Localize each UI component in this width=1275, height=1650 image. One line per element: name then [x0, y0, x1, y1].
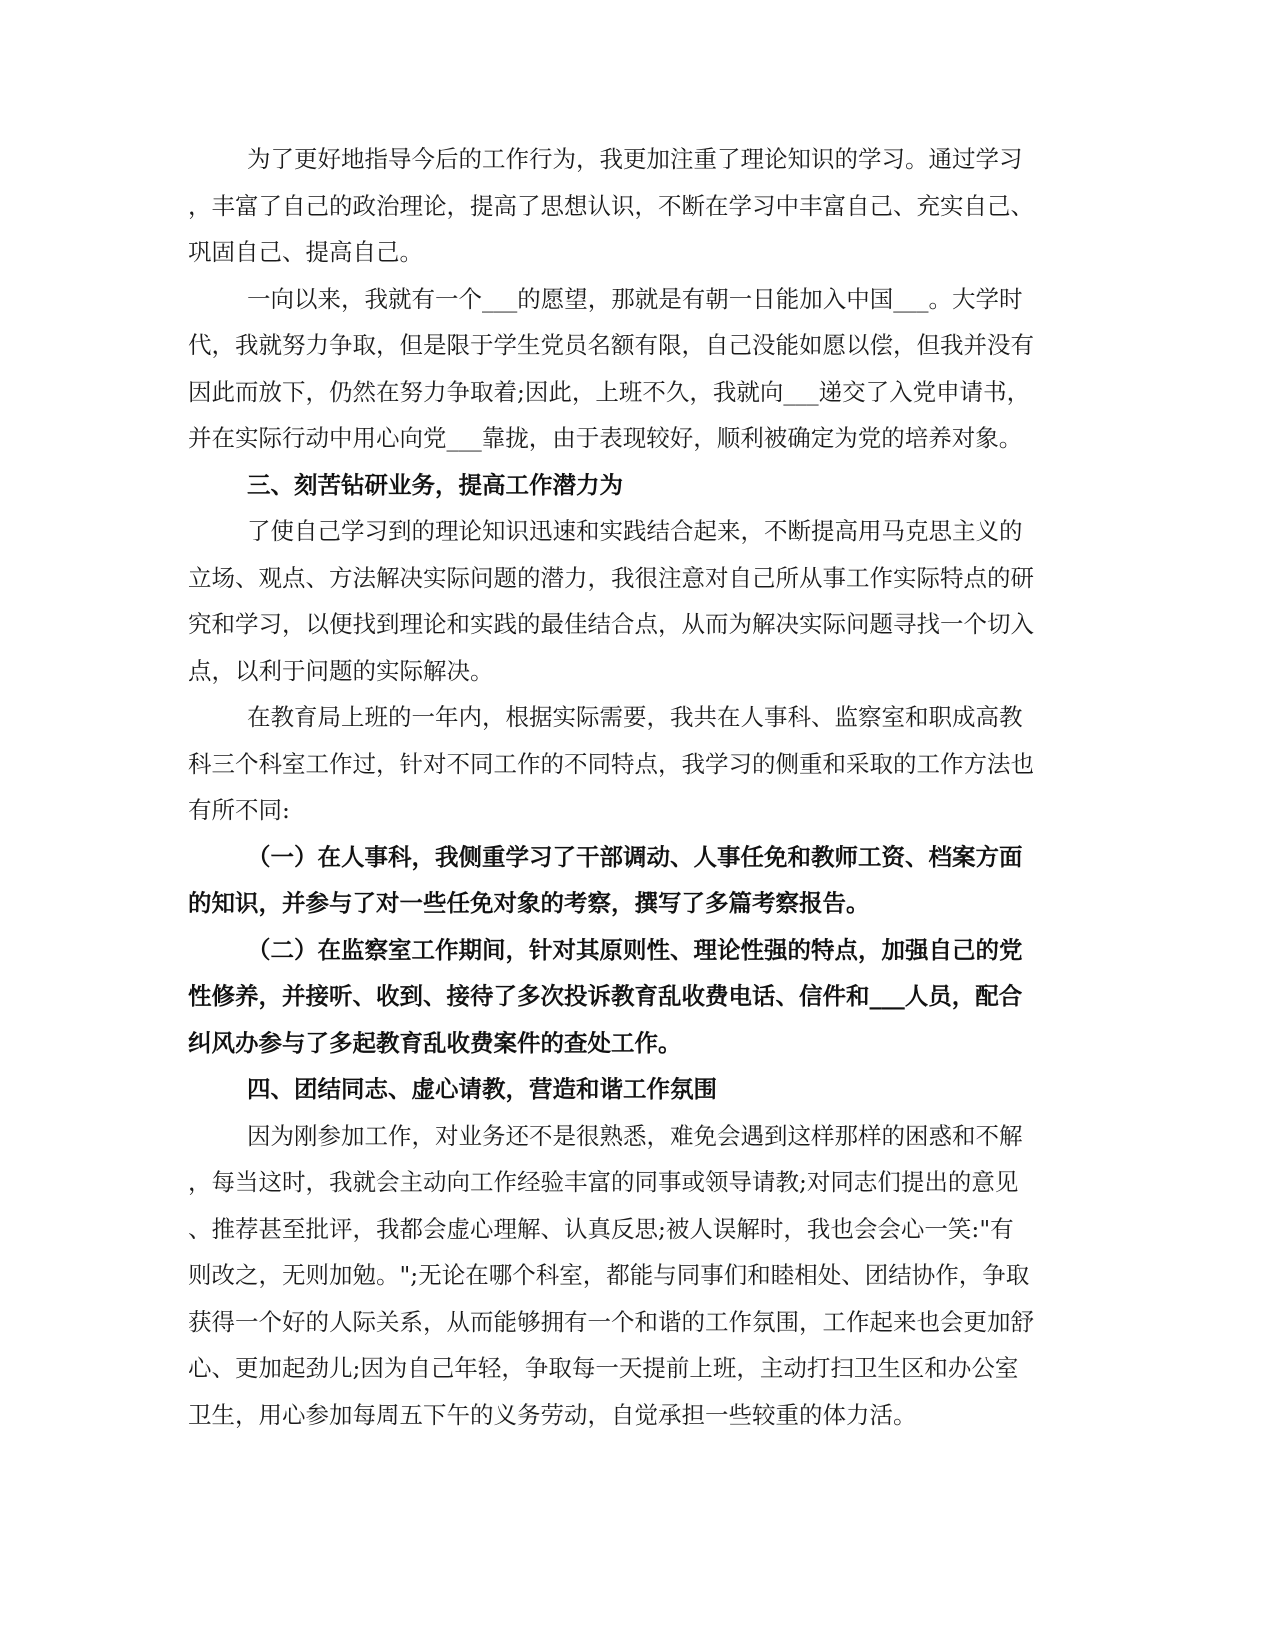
text-line: 有所不同:	[188, 796, 290, 824]
text-line: 、推荐甚至批评，我都会虚心理解、认真反思;被人误解时，我也会会心一笑:"有	[188, 1215, 1014, 1243]
text-line: 究和学习，以便找到理论和实践的最佳结合点，从而为解决实际问题寻找一个切入	[188, 610, 1034, 638]
text-line: 为了更好地指导今后的工作行为，我更加注重了理论知识的学习。通过学习	[247, 145, 1023, 173]
list-item-bold: （一）在人事科，我侧重学习了干部调动、人事任免和教师工资、档案方面	[247, 843, 1023, 871]
list-item-bold: （二）在监察室工作期间，针对其原则性、理论性强的特点，加强自己的党	[247, 936, 1023, 964]
text-line: 心、更加起劲儿;因为自己年轻，争取每一天提前上班，主动打扫卫生区和办公室	[188, 1354, 1019, 1382]
text-line: 代，我就努力争取，但是限于学生党员名额有限，自己没能如愿以偿，但我并没有	[188, 331, 1034, 359]
text-line: ，每当这时，我就会主动向工作经验丰富的同事或领导请教;对同志们提出的意见	[188, 1168, 1019, 1196]
text-line: 点，以利于问题的实际解决。	[188, 657, 494, 685]
text-line: 获得一个好的人际关系，从而能够拥有一个和谐的工作氛围，工作起来也会更加舒	[188, 1308, 1034, 1336]
list-item-bold: 性修养，并接听、收到、接待了多次投诉教育乱收费电话、信件和___人员，配合	[188, 982, 1023, 1010]
text-line: 因此而放下，仍然在努力争取着;因此，上班不久，我就向___递交了入党申请书，	[188, 378, 1031, 406]
list-item-bold: 纠风办参与了多起教育乱收费案件的查处工作。	[188, 1029, 682, 1057]
text-line: 立场、观点、方法解决实际问题的潜力，我很注意对自己所从事工作实际特点的研	[188, 564, 1034, 592]
section-heading: 四、团结同志、虚心请教，营造和谐工作氛围	[247, 1075, 717, 1103]
text-line: 科三个科室工作过，针对不同工作的不同特点，我学习的侧重和采取的工作方法也	[188, 750, 1034, 778]
text-line: 了使自己学习到的理论知识迅速和实践结合起来，不断提高用马克思主义的	[247, 517, 1023, 545]
text-line: 则改之，无则加勉。";无论在哪个科室，都能与同事们和睦相处、团结协作，争取	[188, 1261, 1030, 1289]
text-line: 在教育局上班的一年内，根据实际需要，我共在人事科、监察室和职成高教	[247, 703, 1023, 731]
list-item-bold: 的知识，并参与了对一些任免对象的考察，撰写了多篇考察报告。	[188, 889, 870, 917]
text-line: 巩固自己、提高自己。	[188, 238, 423, 266]
text-line: 一向以来，我就有一个___的愿望，那就是有朝一日能加入中国___。大学时	[247, 285, 1023, 313]
text-line: 卫生，用心参加每周五下午的义务劳动，自觉承担一些较重的体力活。	[188, 1401, 917, 1429]
text-line: ，丰富了自己的政治理论，提高了思想认识，不断在学习中丰富自己、充实自己、	[188, 192, 1034, 220]
text-line: 并在实际行动中用心向党___靠拢，由于表现较好，顺利被确定为党的培养对象。	[188, 424, 1023, 452]
section-heading: 三、刻苦钻研业务，提高工作潜力为	[247, 471, 623, 499]
text-line: 因为刚参加工作，对业务还不是很熟悉，难免会遇到这样那样的困惑和不解	[247, 1122, 1023, 1150]
